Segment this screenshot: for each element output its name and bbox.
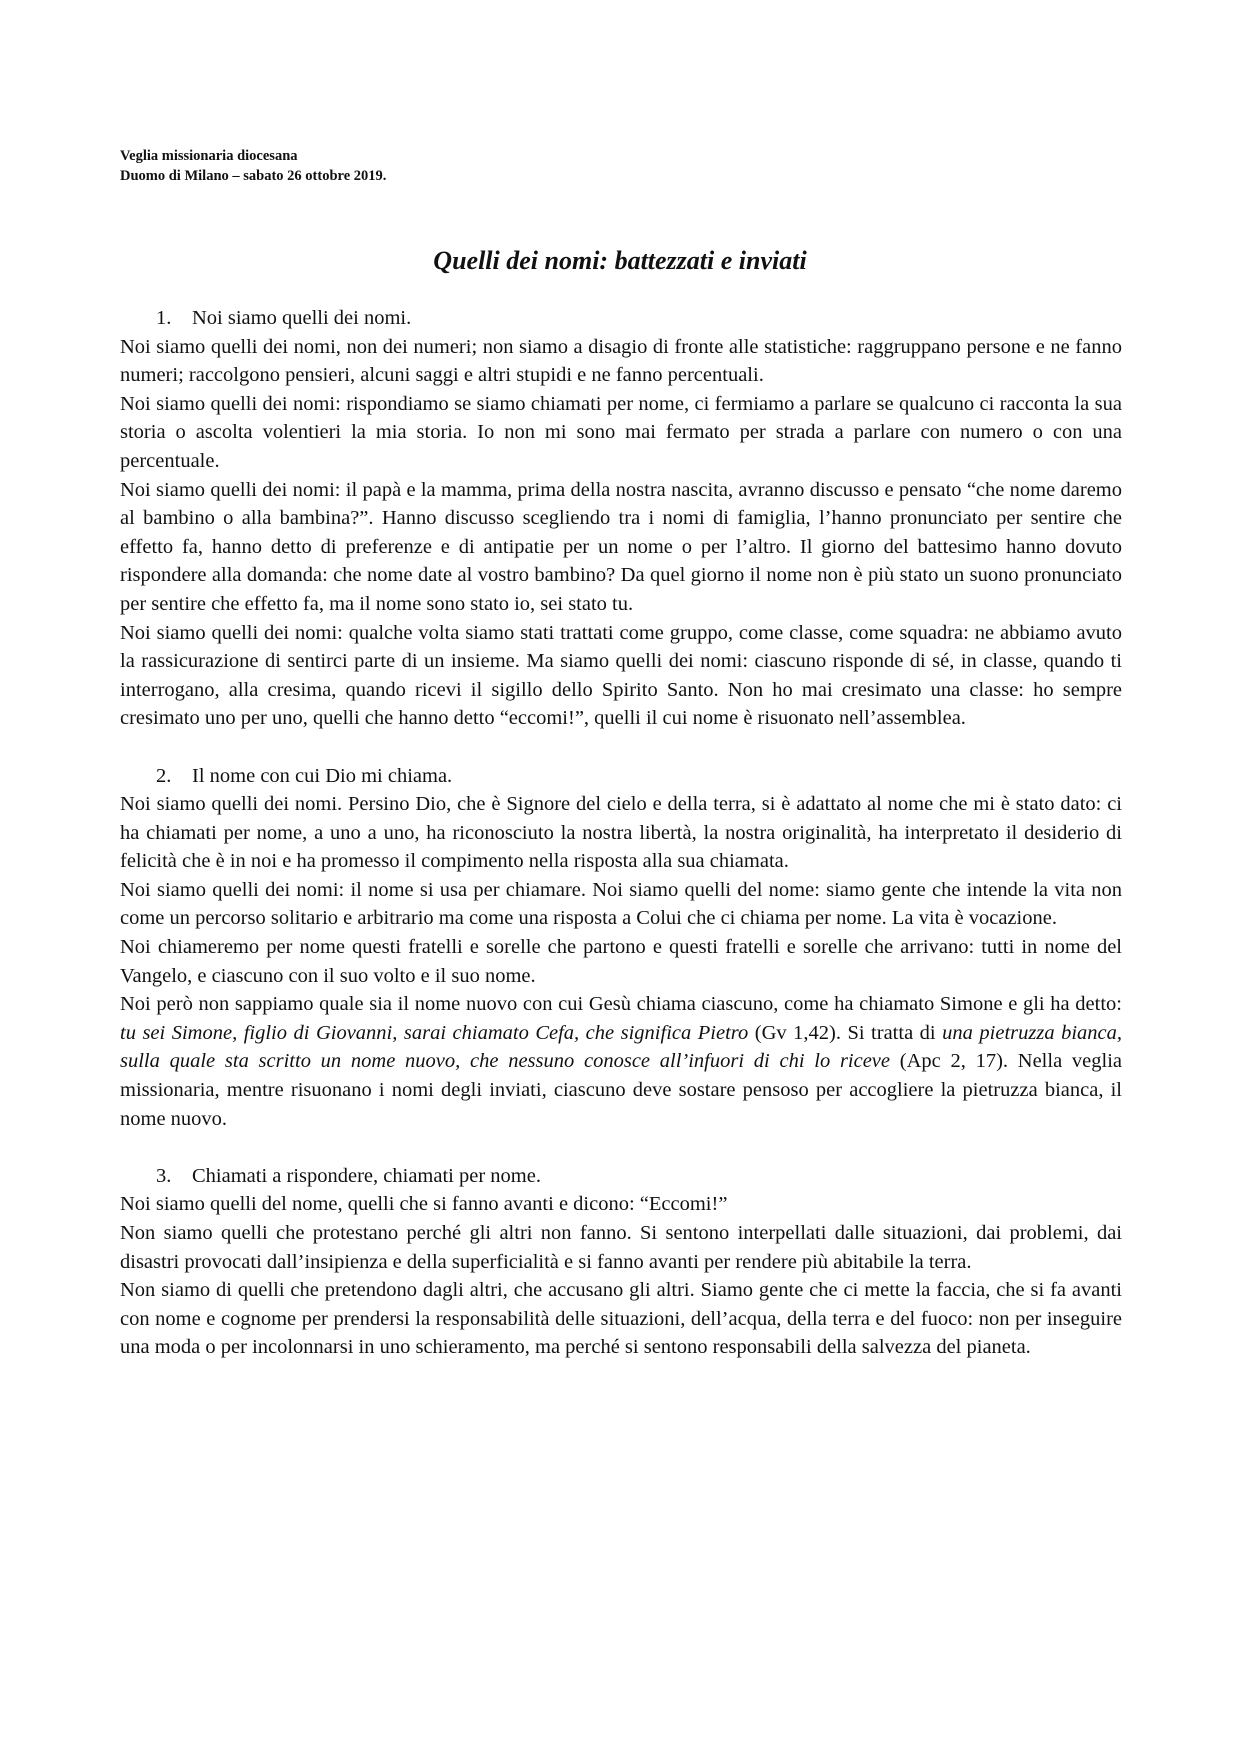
paragraph-text: (Gv 1,42). Si tratta di [748,1021,943,1044]
document-title: Quelli dei nomi: battezzati e inviati [433,246,807,275]
section-heading [120,1162,1122,1191]
section-heading [120,762,1122,791]
section-gap [120,1133,1122,1162]
section-heading [120,304,1122,333]
paragraph: Noi siamo quelli dei nomi, non dei numeri; non siamo a disagio di fronte alle statistiche: raggruppano persone e ne fanno numeri; raccolgono pensieri, alcuni saggi e altri stupidi e ne fanno percentuali. [120,335,1122,387]
paragraph: Noi siamo quelli dei nomi: il papà e la mamma, prima della nostra nascita, avranno discusso e pensato “che nome daremo al bambino o alla bambina?”. Hanno discusso scegliendo tra i nomi di famiglia, l’hanno pronunciato per sentire che effetto fa, hanno detto di preferenze e di antipatie per un nome o per l’altro. Il giorno del battesimo hanno dovuto rispondere alla domanda: che nome date al vostro bambino? Da quel giorno il nome non è più stato un suono pronunciato per sentire che effetto fa, ma il nome sono stato io, sei stato tu. [120,478,1122,615]
section-1 [120,304,1122,733]
paragraph: Non siamo di quelli che pretendono dagli altri, che accusano gli altri. Siamo gente che ci mette la faccia, che si fa avanti con nome e cognome per prendersi la responsabilità delle situazioni, dell’acqua, della terra e del fuoco: non per inseguire una moda o per incolonnarsi in uno schieramento, ma perché si sentono responsabili della salvezza del pianeta. [120,1279,1122,1359]
paragraph-with-quotes [120,990,1122,1133]
section-number: 1. [156,307,172,329]
paragraph: Noi siamo quelli del nome, quelli che si fanno avanti e dicono: “Eccomi!” [120,1193,728,1216]
section-title: Il nome con cui Dio mi chiama. [192,764,453,787]
paragraph: Noi chiameremo per nome questi fratelli e sorelle che partono e questi fratelli e sorelle che arrivano: tutti in nome del Vangelo, e ciascuno con il suo volto e il suo nome. [120,936,1122,987]
scripture-quote: una pietruzza bianca, sulla quale sta scritto un nome nuovo, che nessuno conosce all’infuori di chi lo riceve [120,1021,1122,1073]
paragraph: Noi siamo quelli dei nomi: qualche volta siamo stati trattati come gruppo, come classe, come squadra: ne abbiamo avuto la rassicurazione di sentirci parte di un insieme. Ma siamo quelli dei nomi: ciascuno risponde di sé, in classe, quando ti interrogano, alla cresima, quando ricevi il sigillo dello Spirito Santo. Non ho mai cresimato una classe: ho sempre cresimato uno per uno, quelli che hanno detto “eccomi!”, quelli il cui nome è risuonato nell’assemblea. [120,621,1122,730]
section-number: 2. [156,764,172,787]
section-2 [120,762,1122,1134]
header-place-date-line: Duomo di Milano – sabato 26 ottobre 2019. [120,168,387,184]
section-number: 3. [156,1164,172,1187]
paragraph: Non siamo quelli che protestano perché gli altri non fanno. Si sentono interpellati dalle situazioni, dai problemi, dai disastri provocati dall’insipienza e della superficialità e si fanno avanti per rendere più abitabile la terra. [120,1222,1122,1273]
paragraph: Noi siamo quelli dei nomi: rispondiamo se siamo chiamati per nome, ci fermiamo a parlare se qualcuno ci racconta la sua storia o ascolta volentieri la mia storia. Io non mi sono mai fermato per strada a parlare con numero o con una percentuale. [120,392,1122,472]
section-title: Chiamati a rispondere, chiamati per nome. [192,1164,541,1187]
scripture-quote: tu sei Simone, figlio di Giovanni, sarai chiamato Cefa, che significa Pietro [120,1021,749,1044]
section-title: Noi siamo quelli dei nomi. [192,307,412,329]
header-event-line: Veglia missionaria diocesana [120,148,298,164]
document-body [120,304,1122,1362]
paragraph: Noi siamo quelli dei nomi. Persino Dio, che è Signore del cielo e della terra, si è adattato al nome che mi è stato dato: ci ha chiamati per nome, a uno a uno, ha riconosciuto la nostra libertà, la nostra originalità, ha interpretato il desiderio di felicità che è in noi e ha promesso il compimento nella risposta alla sua chiamata. [120,793,1122,873]
section-3 [120,1162,1122,1362]
document-header [120,146,386,186]
section-gap [120,733,1122,762]
paragraph-text: Noi però non sappiamo quale sia il nome nuovo con cui Gesù chiama ciascuno, come ha chiamato Simone e gli ha detto: [120,993,1122,1016]
paragraph-text: (Apc 2, 17). Nella veglia missionaria, mentre risuonano i nomi degli inviati, ciascuno deve sostare pensoso per accogliere la pietruzza bianca, il nome nuovo. [120,1050,1122,1130]
paragraph: Noi siamo quelli dei nomi: il nome si usa per chiamare. Noi siamo quelli del nome: siamo gente che intende la vita non come un percorso solitario e arbitrario ma come una risposta a Colui che ci chiama per nome. La vita è vocazione. [120,878,1122,930]
